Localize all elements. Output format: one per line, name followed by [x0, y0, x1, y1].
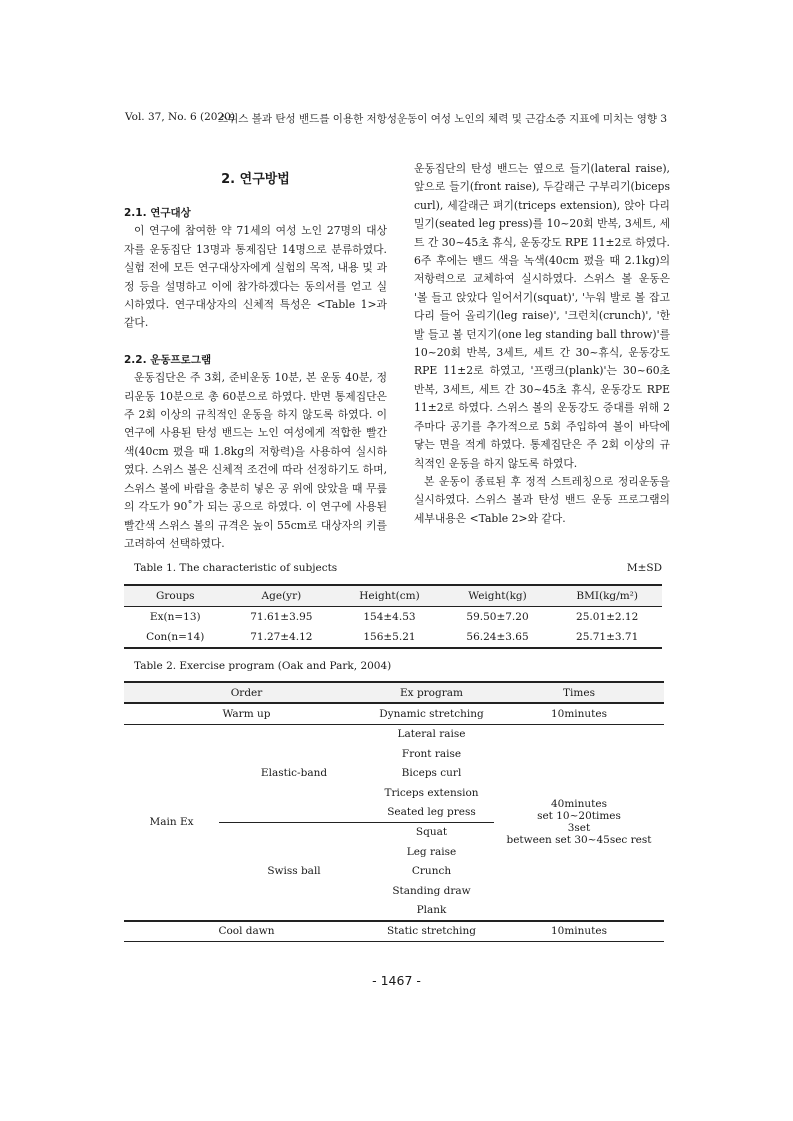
- page-number: - 1467 -: [372, 973, 421, 988]
- table-cell: Swiss ball: [219, 822, 369, 920]
- table-row: [124, 607, 662, 628]
- table1: [124, 584, 662, 649]
- table2: [124, 681, 664, 942]
- table2-caption: Table 2. Exercise program (Oak and Park, 2004): [134, 660, 392, 672]
- paragraph: 본 운동이 종료된 후 정적 스트레칭으로 정리운동을 실시하였다. 스위스 볼과 탄성 밴드 운동 프로그램의 세부내용은 <Table 2>와 같다.: [414, 474, 670, 525]
- table-cell: [494, 724, 664, 920]
- column-header: Ex program: [369, 682, 494, 703]
- paragraph: 운동집단은 주 3회, 준비운동 10분, 본 운동 40분, 정리운동 10분으로 총 60분으로 하였다. 반면 통제집단은 주 2회 이상의 규칙적인 운동을 하지 않도록 하였다. 이 연구에 사용된 탄성 밴드는 노인 여성에게 적합한 빨간색(40cm 폈을 때 1.8kg의 저항력)을 사용하여 실시하였다. 스위스 볼은 신체적 조건에 따라 선정하기도 하며, 스위스 볼에 바람을 충분히 넣은 공 위에 앉았을 때 무릎의 각도가 90˚가 되는 공으로 하였다. 이 연구에 사용된 빨간색 스위스 볼의 규격은 높이 55cm로 대상자의 키를 고려하여 선택하였다.: [124, 371, 387, 550]
- table-cell: 10minutes: [494, 921, 664, 942]
- table-cell: Lateral raise: [397, 728, 466, 741]
- table-cell: 10minutes: [494, 703, 664, 724]
- column-header: Weight(kg): [443, 585, 553, 607]
- right-column: [414, 160, 670, 528]
- table-cell: 156±5.21: [336, 627, 443, 648]
- table-cell: 154±4.53: [363, 611, 416, 623]
- table-cell: Triceps extension: [384, 786, 479, 799]
- table-cell: Crunch: [411, 865, 452, 878]
- table-cell: Static stretching: [369, 921, 494, 942]
- table-cell: 25.71±3.71: [552, 627, 662, 648]
- table-cell: Elastic-band: [219, 724, 369, 822]
- table-row: [124, 627, 662, 648]
- column-header: Groups: [124, 585, 227, 607]
- journal-volume: Vol. 37, No. 6 (2020): [125, 111, 235, 123]
- table-cell: Con(n=14): [124, 627, 227, 648]
- table1-caption: Table 1. The characteristic of subjects: [134, 562, 338, 574]
- table1-unit-note: M±SD: [626, 562, 662, 574]
- subsection-heading: 2.1. 연구대상: [124, 207, 191, 219]
- table-cell: 56.24±3.65: [443, 627, 553, 648]
- column-header: Order: [124, 682, 369, 703]
- table-cell: Plank: [369, 900, 494, 920]
- table-cell: Front raise: [401, 747, 462, 760]
- section-title: 2. 연구방법: [221, 172, 290, 187]
- table-cell: Warm up: [124, 703, 369, 724]
- table-row: [124, 703, 664, 724]
- left-column: [124, 204, 387, 553]
- table-header-row: [124, 585, 662, 607]
- table-cell: Seated leg press: [369, 802, 494, 822]
- table-header-row: [124, 682, 664, 703]
- paragraph: 운동집단의 탄성 밴드는 옆으로 들기(lateral raise), 앞으로 들기(front raise), 두갈래근 구부리기(biceps curl), 세갈래근 펴기(triceps extension), 앉아 다리 밀기(seated leg press)를 10~20회 반복, 3세트, 세트 간 30~45초 휴식, 운동강도 RPE 11±2로 하였다. 6주 후에는 밴드 색을 녹색(40cm 폈을 때 2.1kg)의 저항력으로 교체하여 실시하였다. 스위스 볼 운동은 '볼 들고 앉았다 일어서기(squat)', '누워 발로 볼 잡고 다리 들어 올리기(leg raise)', '크런치(crunch)', '한 발 들고 볼 던지기(one leg standing ball throw)'를 10~20회 반복, 3세트, 세트 간 30~휴식, 운동강도 RPE 11±2로 하였고, '프랭크(plank)'는 30~60초 반복, 3세트, 세트 간 30~45초 휴식, 운동강도 RPE 11±2로 하였다. 스위스 볼의 운동강도 증대를 위해 2주마다 공기를 추가적으로 5회 주입하여 볼이 바닥에 닿는 면을 적게 하였다. 통제집단은 주 2회 이상의 규칙적인 운동을 하지 않도록 하였다.: [414, 162, 670, 470]
- subsection-heading: 2.2. 운동프로그램: [124, 353, 212, 366]
- times-line: between set 30~45sec rest: [506, 834, 652, 847]
- table-cell: 71.61±3.95: [250, 611, 313, 623]
- table-cell: Cool dawn: [124, 921, 369, 942]
- column-header: Height(cm): [336, 585, 443, 607]
- times-line: 40minutes: [550, 798, 608, 811]
- table-cell: Biceps curl: [401, 767, 462, 780]
- column-header: Age(yr): [227, 585, 337, 607]
- column-header: BMI(kg/m²): [552, 585, 662, 607]
- table-row: [124, 921, 664, 942]
- table-cell: Squat: [415, 826, 448, 839]
- column-header: Times: [494, 682, 664, 703]
- times-line: 3set: [567, 822, 591, 835]
- table-cell: 25.01±2.12: [576, 611, 639, 623]
- times-line: set 10~20times: [537, 810, 621, 823]
- paragraph: 이 연구에 참여한 약 71세의 여성 노인 27명의 대상자를 운동집단 13명과 통제집단 14명으로 분류하였다. 실험 전에 모든 연구대상자에게 실험의 목적, 내용 및 과정 등을 설명하고 이에 참가하겠다는 동의서를 얻고 실시하였다. 연구대상자의 신체적 특성은 <Table 1>과 같다.: [124, 224, 387, 330]
- table-cell: Ex(n=13): [149, 611, 201, 623]
- table-cell: Standing draw: [392, 884, 471, 897]
- table-row: [124, 724, 664, 744]
- table-cell: Dynamic stretching: [369, 703, 494, 724]
- table-cell: 59.50±7.20: [466, 611, 529, 623]
- table-cell: Leg raise: [406, 845, 457, 858]
- table-cell: 71.27±4.12: [227, 627, 337, 648]
- table-cell: Main Ex: [124, 724, 219, 920]
- running-title: 스위스 볼과 탄성 밴드를 이용한 저항성운동이 여성 노인의 체력 및 근감소증 지표에 미치는 영향 3: [218, 113, 667, 125]
